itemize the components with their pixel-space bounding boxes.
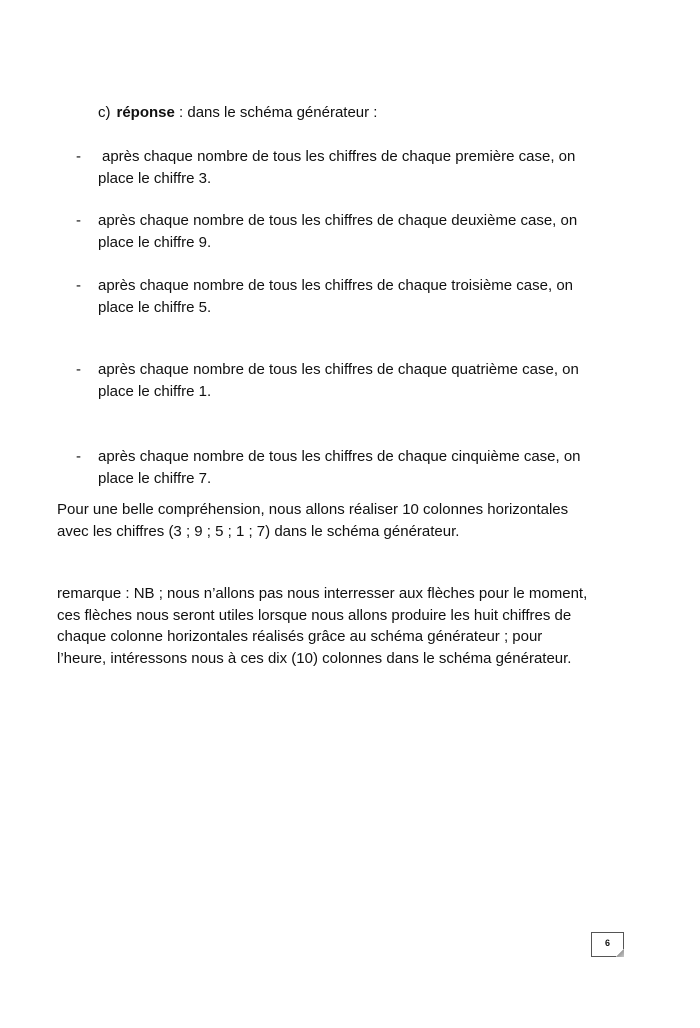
page-curl-icon	[616, 949, 624, 957]
paragraph-line: Pour une belle compréhension, nous allons réaliser 10 colonnes horizontales	[57, 501, 569, 518]
bullet-text	[98, 359, 598, 402]
paragraph-line: chaque colonne horizontales réalisés grâce au schéma générateur ; pour	[57, 628, 543, 645]
bullet-dash: -	[76, 448, 81, 465]
bullet-line: après chaque nombre de tous les chiffres de chaque première case, on	[102, 148, 576, 165]
answer-heading	[98, 102, 377, 124]
paragraph-remark	[57, 583, 617, 669]
paragraph-line: avec les chiffres (3 ; 9 ; 5 ; 1 ; 7) dans le schéma générateur.	[57, 522, 460, 540]
heading-rest: : dans le schéma générateur :	[174, 104, 378, 121]
bullet-dash: -	[76, 212, 81, 229]
paragraph-comprehension	[57, 499, 617, 542]
heading-label: c)	[98, 104, 111, 121]
page-number: 6	[604, 938, 610, 948]
bullet-text	[98, 275, 598, 318]
paragraph-line: remarque : NB ; nous n’allons pas nous interresser aux flèches pour le moment,	[57, 585, 588, 602]
bullet-line: après chaque nombre de tous les chiffres de chaque quatrième case, on	[98, 361, 579, 378]
paragraph-line: l’heure, intéressons nous à ces dix (10) colonnes dans le schéma générateur.	[57, 649, 572, 667]
bullet-text	[98, 210, 598, 253]
bullet-dash: -	[76, 361, 81, 378]
bullet-line: place le chiffre 7.	[98, 469, 212, 487]
bullet-dash: -	[76, 277, 81, 294]
bullet-line: après chaque nombre de tous les chiffres de chaque troisième case, on	[98, 277, 574, 294]
paragraph-line: ces flèches nous seront utiles lorsque nous allons produire les huit chiffres de	[57, 606, 572, 624]
bullet-line: place le chiffre 9.	[98, 233, 212, 251]
bullet-line: place le chiffre 1.	[98, 382, 212, 400]
bullet-text	[98, 446, 598, 489]
bullet-line: après chaque nombre de tous les chiffres de chaque cinquième case, on	[98, 448, 581, 465]
bullet-line: place le chiffre 3.	[98, 169, 212, 187]
bullet-text	[98, 146, 602, 189]
heading-bold-word: réponse	[116, 104, 175, 121]
bullet-line: après chaque nombre de tous les chiffres de chaque deuxième case, on	[98, 212, 578, 229]
page-number-box	[591, 932, 624, 957]
bullet-dash: -	[76, 148, 81, 165]
bullet-line: place le chiffre 5.	[98, 298, 212, 316]
